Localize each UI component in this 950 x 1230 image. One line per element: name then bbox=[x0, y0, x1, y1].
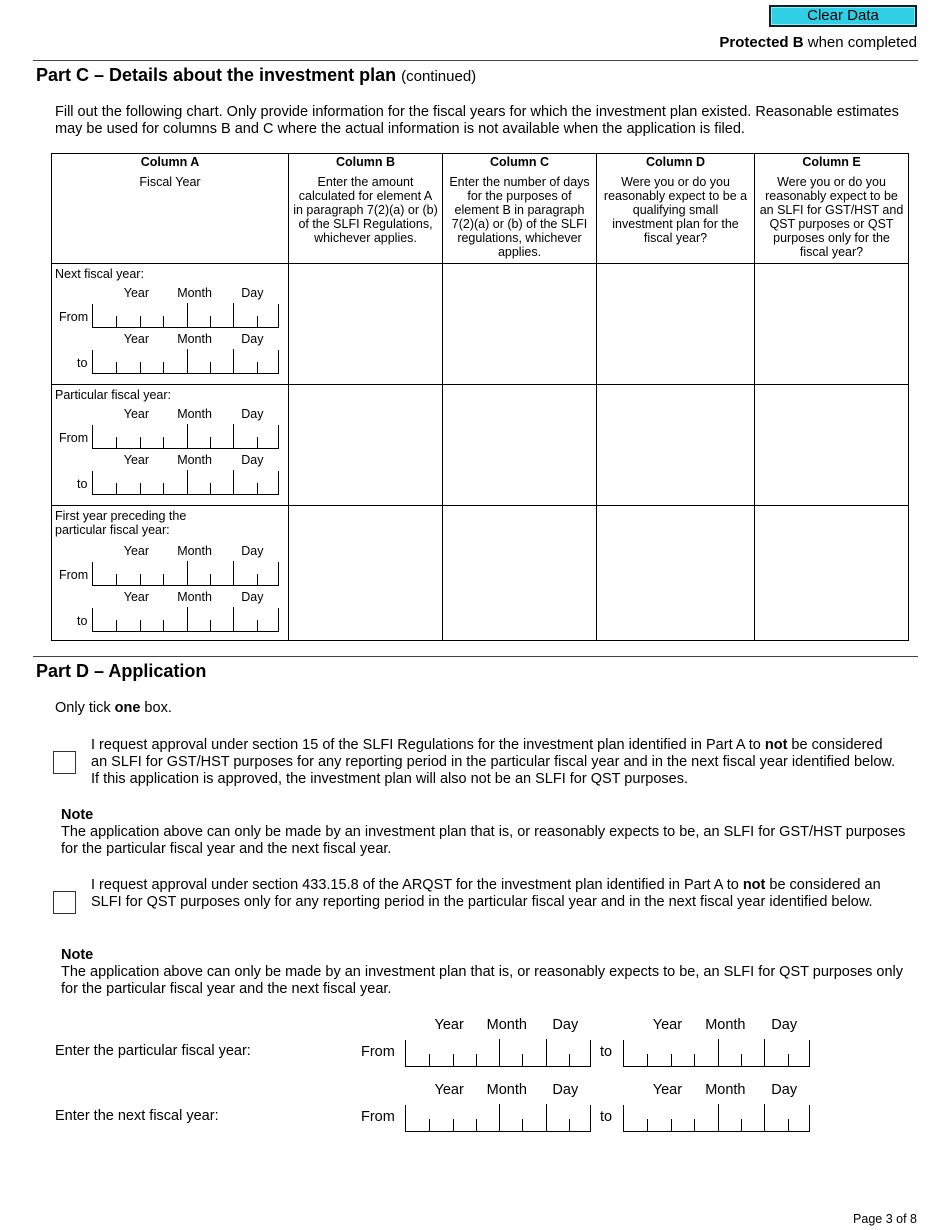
to-label: to bbox=[77, 613, 88, 628]
to-date-field[interactable] bbox=[92, 471, 279, 495]
next-to-year-label: Year bbox=[652, 1082, 683, 1098]
date-separator bbox=[694, 1054, 695, 1066]
protected-b-notice bbox=[719, 34, 917, 51]
table-header-row bbox=[52, 154, 909, 173]
option1-text bbox=[91, 737, 901, 788]
fiscal-year-cell bbox=[52, 263, 289, 384]
date-separator bbox=[522, 1054, 523, 1066]
from-date-field[interactable] bbox=[92, 562, 279, 586]
column-d-input[interactable] bbox=[597, 263, 755, 384]
day-label: Day bbox=[241, 452, 264, 467]
month-label: Month bbox=[177, 406, 212, 421]
date-separator bbox=[116, 483, 117, 494]
option1-checkbox[interactable] bbox=[53, 751, 76, 774]
next-fiscal-year-from-field[interactable] bbox=[405, 1105, 591, 1132]
month-label: Month bbox=[177, 452, 212, 467]
next-from-label: From bbox=[361, 1109, 395, 1125]
date-separator bbox=[116, 620, 117, 631]
date-separator bbox=[476, 1054, 477, 1066]
option2-pre: I request approval under section 433.15.8 of the ARQST for the investment plan identified in Part A to bbox=[91, 877, 743, 893]
date-separator bbox=[210, 620, 211, 631]
column-e-input[interactable] bbox=[755, 505, 909, 640]
table-desc-row bbox=[52, 173, 909, 264]
date-separator bbox=[569, 1054, 570, 1066]
date-separator bbox=[210, 574, 211, 585]
date-separator bbox=[764, 1104, 765, 1131]
date-separator bbox=[163, 316, 164, 327]
table-row bbox=[52, 384, 909, 505]
to-label: to bbox=[77, 355, 88, 370]
to-date-field[interactable] bbox=[92, 608, 279, 632]
date-separator bbox=[671, 1054, 672, 1066]
column-d-input[interactable] bbox=[597, 384, 755, 505]
option1-post: be considered an SLFI for GST/HST purposes for any reporting period in the particular fiscal year and in the next fiscal year identified below. If this application is approved, the investment plan will also not be an SLFI for QST purposes. bbox=[91, 737, 896, 787]
particular-to-label: to bbox=[600, 1044, 613, 1060]
date-separator bbox=[140, 362, 141, 373]
particular-from-label: From bbox=[361, 1044, 395, 1060]
date-separator bbox=[718, 1104, 719, 1131]
fiscal-year-cell bbox=[52, 384, 289, 505]
month-label: Month bbox=[177, 331, 212, 346]
date-separator bbox=[741, 1119, 742, 1131]
to-label: to bbox=[77, 476, 88, 491]
option2-bold: not bbox=[742, 877, 766, 893]
date-separator bbox=[187, 561, 188, 585]
divider bbox=[33, 656, 918, 657]
column-d-header: Column D bbox=[597, 154, 755, 173]
month-label: Month bbox=[177, 589, 212, 604]
next-fiscal-year-to-field[interactable] bbox=[623, 1105, 810, 1132]
next-from-day-label: Day bbox=[552, 1082, 579, 1098]
year-label: Year bbox=[123, 543, 150, 558]
date-separator bbox=[163, 574, 164, 585]
part-c-title-main: Part C – Details about the investment plan bbox=[36, 65, 397, 85]
option2-text bbox=[91, 877, 901, 911]
date-separator bbox=[140, 620, 141, 631]
date-separator bbox=[257, 483, 258, 494]
date-separator bbox=[140, 574, 141, 585]
column-c-input[interactable] bbox=[443, 384, 597, 505]
note2-text: The application above can only be made by an investment plan that is, or reasonably expects to be, an SLFI for QST purposes only for the particular fiscal year and the next fiscal year. bbox=[61, 964, 904, 997]
column-e-input[interactable] bbox=[755, 263, 909, 384]
date-separator bbox=[210, 316, 211, 327]
next-to-label: to bbox=[600, 1109, 613, 1125]
date-separator bbox=[233, 607, 234, 631]
date-separator bbox=[233, 561, 234, 585]
page-number: Page 3 of 8 bbox=[853, 1212, 917, 1226]
date-separator bbox=[499, 1039, 500, 1066]
next-year-label: Enter the next fiscal year: bbox=[55, 1108, 219, 1124]
column-c-desc: Enter the number of days for the purposes of element B in paragraph 7(2)(a) or (b) of the SLFI regulations, whichever applies. bbox=[443, 173, 597, 264]
column-d-desc: Were you or do you reasonably expect to be a qualifying small investment plan for the fiscal year? bbox=[597, 173, 755, 264]
column-d-input[interactable] bbox=[597, 505, 755, 640]
date-separator bbox=[257, 620, 258, 631]
date-separator bbox=[163, 437, 164, 448]
date-separator bbox=[187, 470, 188, 494]
day-label: Day bbox=[241, 589, 264, 604]
date-separator bbox=[546, 1039, 547, 1066]
next-from-year-label: Year bbox=[434, 1082, 464, 1098]
date-separator bbox=[210, 362, 211, 373]
from-date-field[interactable] bbox=[92, 304, 279, 328]
date-separator bbox=[140, 483, 141, 494]
day-label: Day bbox=[241, 331, 264, 346]
particular-to-year-label: Year bbox=[652, 1017, 683, 1033]
column-b-desc: Enter the amount calculated for element A in paragraph 7(2)(a) or (b) of the SLFI Regulations, whichever applies. bbox=[289, 173, 443, 264]
date-separator bbox=[257, 574, 258, 585]
column-b-input[interactable] bbox=[289, 263, 443, 384]
column-e-header: Column E bbox=[755, 154, 909, 173]
particular-from-year-label: Year bbox=[434, 1017, 464, 1033]
date-separator bbox=[694, 1119, 695, 1131]
date-separator bbox=[257, 362, 258, 373]
year-label: Year bbox=[123, 589, 150, 604]
date-separator bbox=[116, 362, 117, 373]
column-b-input[interactable] bbox=[289, 384, 443, 505]
option1-bold: not bbox=[764, 737, 788, 753]
column-b-input[interactable] bbox=[289, 505, 443, 640]
part-d-title: Part D – Application bbox=[36, 661, 207, 681]
date-separator bbox=[647, 1054, 648, 1066]
column-a-header: Column A bbox=[52, 154, 289, 173]
row-label: First year preceding the particular fiscal year: bbox=[55, 508, 187, 537]
column-c-input[interactable] bbox=[443, 263, 597, 384]
date-separator bbox=[233, 470, 234, 494]
particular-to-day-label: Day bbox=[771, 1017, 798, 1033]
date-separator bbox=[210, 483, 211, 494]
date-separator bbox=[764, 1039, 765, 1066]
option2-checkbox[interactable] bbox=[53, 891, 76, 914]
date-separator bbox=[788, 1054, 789, 1066]
column-c-header: Column C bbox=[443, 154, 597, 173]
date-separator bbox=[429, 1054, 430, 1066]
instruction-post: box. bbox=[140, 700, 172, 716]
particular-from-day-label: Day bbox=[552, 1017, 579, 1033]
part-c-title bbox=[36, 65, 476, 86]
date-separator bbox=[453, 1119, 454, 1131]
date-separator bbox=[257, 316, 258, 327]
year-label: Year bbox=[123, 285, 150, 300]
next-from-month-label: Month bbox=[486, 1082, 527, 1098]
from-label: From bbox=[59, 309, 89, 324]
particular-fiscal-year-from-field[interactable] bbox=[405, 1040, 591, 1067]
particular-from-month-label: Month bbox=[486, 1017, 527, 1033]
year-label: Year bbox=[123, 331, 150, 346]
date-separator bbox=[741, 1054, 742, 1066]
particular-year-label: Enter the particular fiscal year: bbox=[55, 1043, 251, 1059]
part-c-intro: Fill out the following chart. Only provide information for the fiscal years for which the investment plan existed. Reasonable estimates may be used for columns B and C where the actual information is not available when the application is filed. bbox=[55, 104, 899, 137]
part-c-title-suffix: (continued) bbox=[401, 68, 477, 85]
row-label: Next fiscal year: bbox=[55, 266, 144, 281]
date-separator bbox=[116, 437, 117, 448]
column-c-input[interactable] bbox=[443, 505, 597, 640]
date-separator bbox=[233, 303, 234, 327]
note1-heading: Note bbox=[61, 807, 94, 823]
month-label: Month bbox=[177, 285, 212, 300]
column-e-desc: Were you or do you reasonably expect to be an SLFI for GST/HST and QST purposes or QST purposes only for the fiscal year? bbox=[755, 173, 909, 264]
note1-text: The application above can only be made by an investment plan that is, or reasonably expects to be, an SLFI for GST/HST purposes for the particular fiscal year and the next fiscal year. bbox=[61, 824, 906, 857]
fiscal-year-table bbox=[51, 153, 909, 641]
date-separator bbox=[788, 1119, 789, 1131]
date-separator bbox=[140, 437, 141, 448]
table-row bbox=[52, 263, 909, 384]
date-separator bbox=[116, 574, 117, 585]
date-separator bbox=[429, 1119, 430, 1131]
date-separator bbox=[476, 1119, 477, 1131]
date-separator bbox=[187, 424, 188, 448]
next-to-day-label: Day bbox=[771, 1082, 798, 1098]
date-separator bbox=[233, 424, 234, 448]
date-separator bbox=[671, 1119, 672, 1131]
date-separator bbox=[546, 1104, 547, 1131]
instruction-bold: one bbox=[114, 700, 141, 716]
column-a-desc: Fiscal Year bbox=[52, 173, 289, 264]
date-separator bbox=[163, 483, 164, 494]
day-label: Day bbox=[241, 543, 264, 558]
clear-data-button[interactable]: Clear Data bbox=[769, 5, 917, 27]
date-separator bbox=[116, 316, 117, 327]
month-label: Month bbox=[177, 543, 212, 558]
date-separator bbox=[187, 349, 188, 373]
from-label: From bbox=[59, 567, 89, 582]
day-label: Day bbox=[241, 285, 264, 300]
day-label: Day bbox=[241, 406, 264, 421]
column-e-input[interactable] bbox=[755, 384, 909, 505]
date-separator bbox=[569, 1119, 570, 1131]
from-label: From bbox=[59, 430, 89, 445]
date-separator bbox=[718, 1039, 719, 1066]
particular-to-month-label: Month bbox=[705, 1017, 746, 1033]
column-b-header: Column B bbox=[289, 154, 443, 173]
option2-post: be considered an SLFI for QST purposes only for any reporting period in the particular fiscal year and in the next fiscal year identified below. bbox=[91, 877, 881, 910]
date-separator bbox=[187, 607, 188, 631]
date-separator bbox=[233, 349, 234, 373]
note2-heading: Note bbox=[61, 947, 94, 963]
year-label: Year bbox=[123, 406, 150, 421]
date-separator bbox=[522, 1119, 523, 1131]
instruction-pre: Only tick bbox=[55, 700, 115, 716]
date-separator bbox=[163, 620, 164, 631]
row-label: Particular fiscal year: bbox=[55, 387, 172, 402]
date-separator bbox=[453, 1054, 454, 1066]
date-separator bbox=[257, 437, 258, 448]
part-d-instruction bbox=[55, 700, 172, 717]
next-to-month-label: Month bbox=[705, 1082, 746, 1098]
date-separator bbox=[140, 316, 141, 327]
option1-pre: I request approval under section 15 of the SLFI Regulations for the investment plan identified in Part A to bbox=[91, 737, 765, 753]
date-separator bbox=[499, 1104, 500, 1131]
from-date-field[interactable] bbox=[92, 425, 279, 449]
date-separator bbox=[187, 303, 188, 327]
to-date-field[interactable] bbox=[92, 350, 279, 374]
date-separator bbox=[647, 1119, 648, 1131]
protected-b-suffix: when completed bbox=[803, 34, 917, 51]
table-row bbox=[52, 505, 909, 640]
year-label: Year bbox=[123, 452, 150, 467]
particular-fiscal-year-to-field[interactable] bbox=[623, 1040, 810, 1067]
date-separator bbox=[163, 362, 164, 373]
fiscal-year-cell bbox=[52, 505, 289, 640]
divider bbox=[33, 60, 918, 61]
date-separator bbox=[210, 437, 211, 448]
protected-b-label: Protected B bbox=[719, 34, 804, 51]
